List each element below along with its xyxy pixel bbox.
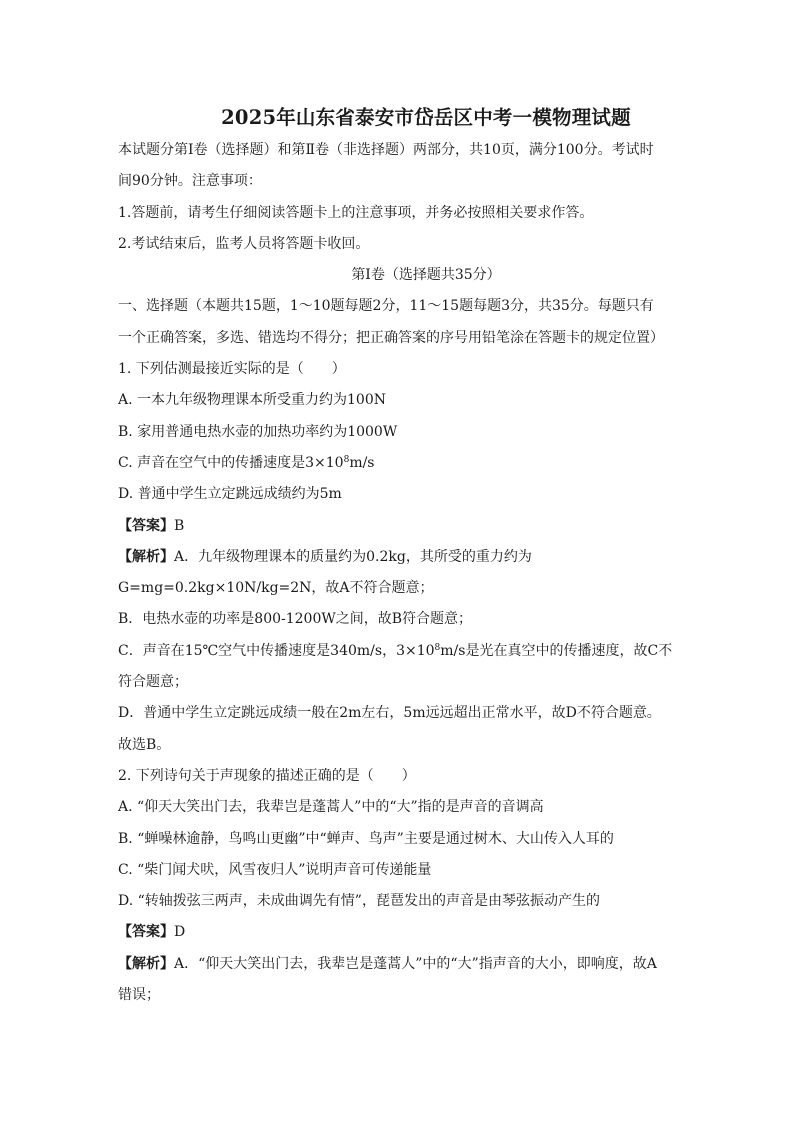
option-d: D. “转轴拨弦三两声，未成曲调先有情”，琵琶发出的声音是由琴弦振动产生的: [118, 893, 600, 910]
option-b: B. “蝉噪林逾静，鸟鸣山更幽”中“蝉声、鸟声”主要是通过树木、大山传入人耳的: [118, 830, 614, 847]
intro-line: 本试题分第Ⅰ卷（选择题）和第Ⅱ卷（非选择题）两部分，共10页，满分100分。考试时: [118, 142, 654, 158]
analysis-line: G=mg=0.2kg×10N/kg=2N，故A不符合题意；: [118, 580, 434, 597]
exponent: 8: [434, 642, 441, 653]
part-instructions: 一、选择题（本题共15题，1～10题每题2分，11～15题每题3分，共35分。每题只有: [118, 298, 654, 315]
question-stem: 1. 下列估测最接近实际的是（ ）: [118, 361, 346, 378]
analysis-text: C．声音在15℃空气中传播速度是340m/s，3×10: [118, 642, 435, 659]
note-item: 1.答题前，请考生仔细阅读答题卡上的注意事项，并务必按照相关要求作答。: [118, 204, 594, 221]
exponent: 8: [343, 454, 350, 465]
answer-line: [118, 917, 734, 948]
analysis-line: [118, 542, 734, 573]
analysis-line: [118, 636, 734, 667]
option-d: D. 普通中学生立定跳远成绩约为5m: [118, 486, 342, 503]
note-item: 2.考试结束后，监考人员将答题卡收回。: [118, 235, 370, 252]
analysis-text: A．九年级物理课本的质量约为0.2kg，其所受的重力约为: [174, 548, 532, 565]
analysis-text: m/s是光在真空中的传播速度，故C不: [440, 642, 673, 659]
page-title: 2025年山东省泰安市岱岳区中考一模物理试题: [221, 106, 631, 129]
option-c-text: C. 声音在空气中的传播速度是3×10: [118, 454, 344, 471]
analysis-label: 【解析】: [118, 548, 174, 565]
answer-line: [118, 511, 734, 542]
analysis-line: [118, 949, 734, 980]
option-c: C. “柴门闻犬吠，风雪夜归人”说明声音可传递能量: [118, 861, 432, 878]
analysis-line: 错误；: [118, 987, 160, 1004]
analysis-line: 符合题意；: [118, 674, 188, 691]
option-c: [118, 448, 734, 479]
answer-label: 【答案】: [118, 517, 174, 534]
analysis-text: A．“仰天大笑出门去，我辈岂是蓬蒿人”中的“大”指声音的大小，即响度，故A: [174, 955, 657, 972]
question-stem: 2. 下列诗句关于声现象的描述正确的是（ ）: [118, 767, 416, 784]
section-title: 第Ⅰ卷（选择题共35分）: [351, 267, 501, 284]
analysis-line: B．电热水壶的功率是800-1200W之间，故B符合题意；: [118, 611, 473, 628]
answer-value: D: [174, 924, 186, 941]
analysis-label: 【解析】: [118, 955, 174, 972]
option-c-unit: m/s: [349, 454, 375, 471]
option-a: A. 一本九年级物理课本所受重力约为100N: [118, 392, 386, 409]
option-b: B. 家用普通电热水壶的加热功率约为1000W: [118, 423, 398, 440]
analysis-line: D．普通中学生立定跳远成绩一般在2m左右，5m远远超出正常水平，故D不符合题意。: [118, 705, 661, 722]
answer-value: B: [174, 517, 185, 534]
analysis-line: 故选B。: [118, 736, 171, 753]
option-a: A. “仰天大笑出门去，我辈岂是蓬蒿人”中的“大”指的是声音的音调高: [118, 799, 544, 816]
part-instructions: 一个正确答案，多选、错选均不得分；把正确答案的序号用铅笔涂在答题卡的规定位置）: [118, 329, 664, 346]
answer-label: 【答案】: [118, 924, 174, 941]
intro-line: 间90分钟。注意事项：: [118, 173, 262, 190]
